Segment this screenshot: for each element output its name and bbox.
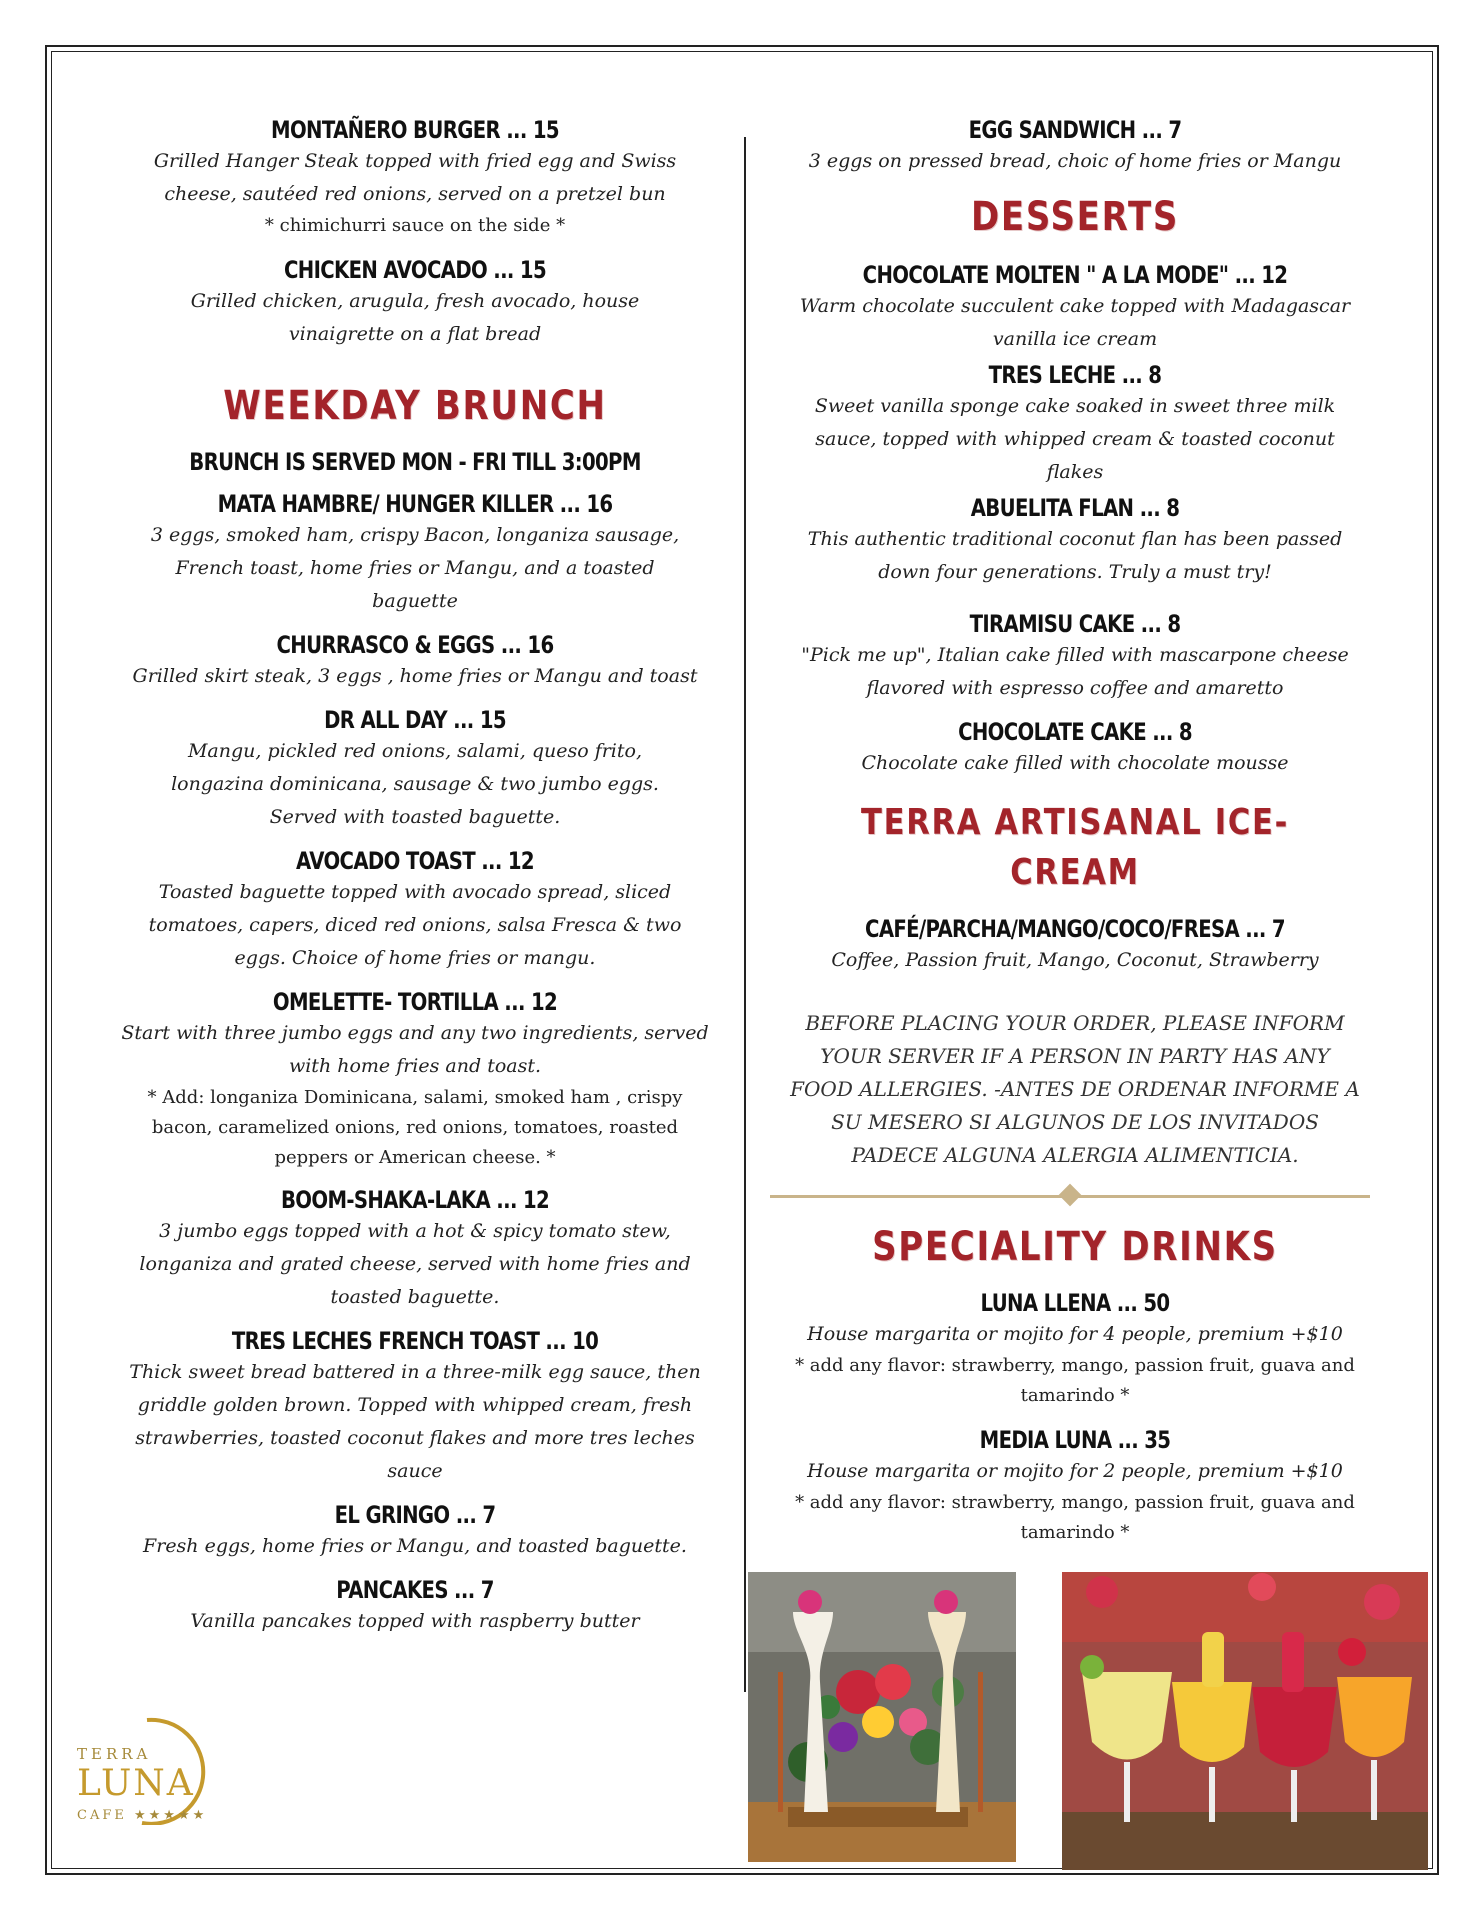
menu-item-chocolate-molten: [770, 260, 1380, 356]
menu-item-egg-sandwich: [770, 115, 1380, 178]
item-desc: Coffee, Passion fruit, Mango, Coconut, Strawberry: [831, 949, 1319, 971]
terra-luna-cafe-logo: [72, 1715, 222, 1825]
item-title: AVOCADO TOAST ... 12: [296, 847, 534, 875]
menu-item-chicken-avocado: [110, 255, 720, 351]
section-title-desserts: DESSERTS: [970, 194, 1180, 240]
item-desc: Thick sweet bread battered in a three-milk egg sauce, then griddle golden brown. Topped with whipped cream, fresh strawberries, toasted coconut flakes and more tres leches sauce: [129, 1361, 701, 1482]
item-desc: Toasted baguette topped with avocado spread, sliced tomatoes, capers, diced red onions, salsa Fresca & two eggs. Choice of home fries or mangu.: [148, 881, 682, 969]
logo-line-terra: TERRA: [77, 1745, 152, 1763]
menu-item-luna-llena: [770, 1288, 1380, 1411]
item-note: * chimichurri sauce on the side *: [264, 215, 566, 236]
item-desc: House margarita or mojito for 4 people, premium +$10: [807, 1323, 1343, 1345]
menu-item-media-luna: [770, 1425, 1380, 1548]
item-desc: House margarita or mojito for 2 people, premium +$10: [807, 1460, 1343, 1482]
menu-item-el-gringo: [110, 1500, 720, 1563]
item-note: * Add: longaniza Dominicana, salami, smoked ham , crispy bacon, caramelized onions, red onions, tomatoes, roasted peppers or American cheese. *: [147, 1087, 683, 1168]
menu-item-ice-cream-flavors: [770, 914, 1380, 977]
item-desc: 3 jumbo eggs topped with a hot & spicy tomato stew, longaniza and grated cheese, served with home fries and toasted baguette.: [139, 1220, 691, 1308]
item-desc: Grilled skirt steak, 3 eggs , home fries or Mangu and toast: [132, 665, 698, 687]
item-title: MEDIA LUNA ... 35: [979, 1426, 1171, 1454]
menu-item-boom-shaka-laka: [110, 1185, 720, 1314]
item-title: TRES LECHE ... 8: [988, 361, 1162, 389]
menu-item-abuelita-flan: [770, 493, 1380, 589]
drinks-photo-tall-glasses: [748, 1572, 1016, 1862]
item-desc: Warm chocolate succulent cake topped with Madagascar vanilla ice cream: [799, 295, 1351, 350]
right-column: [770, 115, 1380, 1548]
item-desc: Sweet vanilla sponge cake soaked in sweet three milk sauce, topped with whipped cream & toasted coconut flakes: [814, 395, 1336, 483]
item-desc: "Pick me up", Italian cake filled with mascarpone cheese flavored with espresso coffee and amaretto: [801, 644, 1349, 699]
item-title: CHICKEN AVOCADO ... 15: [283, 256, 547, 284]
item-title: DR ALL DAY ... 15: [324, 706, 506, 734]
item-title: EL GRINGO ... 7: [334, 1501, 496, 1529]
item-desc: 3 eggs, smoked ham, crispy Bacon, longaniza sausage, French toast, home fries or Mangu, and a toasted baguette: [150, 524, 680, 612]
item-title: ABUELITA FLAN ... 8: [970, 494, 1180, 522]
menu-item-pancakes: [110, 1575, 720, 1638]
allergy-notice: BEFORE PLACING YOUR ORDER, PLEASE INFORM YOUR SERVER IF A PERSON IN PARTY HAS ANY FOOD ALLERGIES. -ANTES DE ORDENAR INFORME A SU MESERO SI ALGUNOS DE LOS INVITADOS PADECE ALGUNA ALERGIA ALIMENTICIA.: [790, 1011, 1360, 1167]
menu-item-mata-hambre: [110, 489, 720, 618]
section-title-weekday-brunch: WEEKDAY BRUNCH: [223, 383, 607, 429]
cocktails-photo: [1062, 1572, 1428, 1870]
item-title: CHOCOLATE CAKE ... 8: [958, 718, 1192, 746]
menu-item-avocado-toast: [110, 846, 720, 975]
item-title: MATA HAMBRE/ HUNGER KILLER ... 16: [217, 490, 613, 518]
menu-item-churrasco-eggs: [110, 630, 720, 693]
item-desc: Fresh eggs, home fries or Mangu, and toasted baguette.: [143, 1535, 687, 1557]
section-title-speciality-drinks: SPECIALITY DRINKS: [872, 1224, 1278, 1270]
item-desc: Chocolate cake filled with chocolate mousse: [861, 752, 1289, 774]
item-desc: This authentic traditional coconut flan has been passed down four generations. Truly a must try!: [807, 528, 1343, 583]
section-title-ice-cream: TERRA ARTISANAL ICE-CREAM: [861, 802, 1289, 893]
item-title: TRES LECHES FRENCH TOAST ... 10: [231, 1327, 599, 1355]
item-title: MONTAÑERO BURGER ... 15: [271, 116, 559, 144]
item-title: EGG SANDWICH ... 7: [968, 116, 1182, 144]
item-note: * add any flavor: strawberry, mango, passion fruit, guava and tamarindo *: [795, 1492, 1355, 1543]
item-note: * add any flavor: strawberry, mango, passion fruit, guava and tamarindo *: [795, 1355, 1355, 1406]
item-title: BOOM-SHAKA-LAKA ... 12: [280, 1186, 550, 1214]
item-title: TIRAMISU CAKE ... 8: [969, 610, 1181, 638]
menu-item-tiramisu-cake: [770, 609, 1380, 705]
item-desc: Vanilla pancakes topped with raspberry butter: [190, 1610, 640, 1632]
menu-item-omelette-tortilla: [110, 987, 720, 1173]
item-title: LUNA LLENA ... 50: [980, 1289, 1170, 1317]
menu-item-chocolate-cake: [770, 717, 1380, 780]
column-divider: [744, 137, 746, 1692]
drinks-photo-illustration: [748, 1572, 1016, 1862]
menu-item-montanero-burger: [110, 115, 720, 241]
menu-item-tres-leches-french-toast: [110, 1326, 720, 1488]
menu-item-dr-all-day: [110, 705, 720, 834]
logo-line-cafe: CAFE ★★★★★: [77, 1808, 208, 1823]
left-column: [110, 115, 720, 1638]
item-title: CAFÉ/PARCHA/MANGO/COCO/FRESA ... 7: [865, 915, 1285, 943]
item-title: OMELETTE- TORTILLA ... 12: [272, 988, 558, 1016]
item-title: CHURRASCO & EGGS ... 16: [276, 631, 554, 659]
brunch-hours-note: BRUNCH IS SERVED MON - FRI TILL 3:00PM: [189, 448, 641, 476]
menu-item-tres-leche: [770, 360, 1380, 489]
logo-line-luna: LUNA: [77, 1763, 195, 1804]
item-desc: 3 eggs on pressed bread, choic of home fries or Mangu: [808, 150, 1342, 172]
item-desc: Grilled Hanger Steak topped with fried egg and Swiss cheese, sautéed red onions, served on a pretzel bun: [153, 150, 677, 205]
cocktails-photo-illustration: [1062, 1572, 1428, 1870]
item-title: CHOCOLATE MOLTEN " A LA MODE" ... 12: [862, 261, 1288, 289]
item-desc: Start with three jumbo eggs and any two ingredients, served with home fries and toast.: [121, 1022, 709, 1077]
item-title: PANCAKES ... 7: [336, 1576, 494, 1604]
item-desc: Grilled chicken, arugula, fresh avocado, house vinaigrette on a flat bread: [190, 290, 640, 345]
item-desc: Mangu, pickled red onions, salami, queso frito, longazina dominicana, sausage & two jumbo eggs. Served with toasted baguette.: [171, 740, 659, 828]
